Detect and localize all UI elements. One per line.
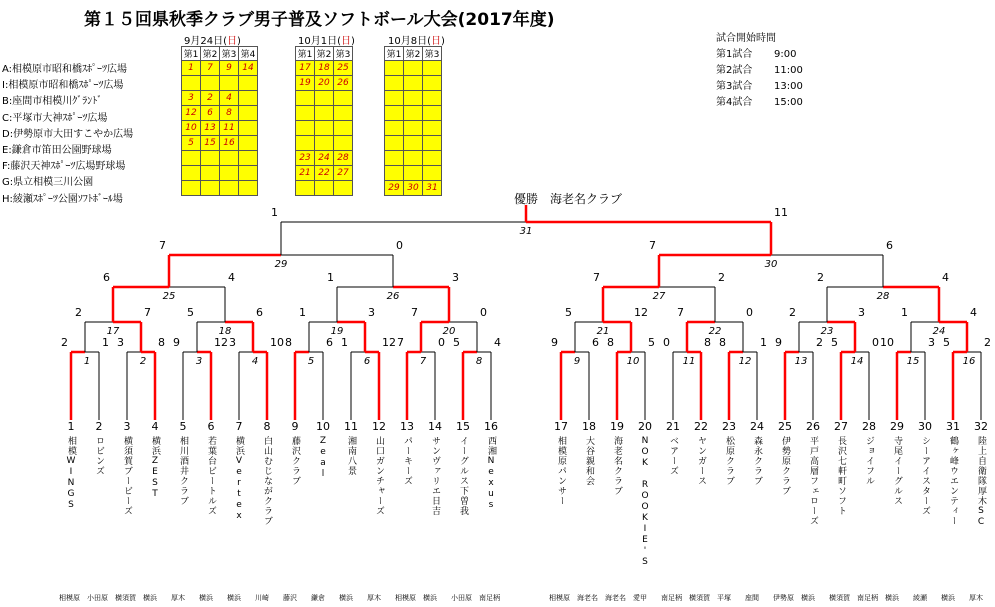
team-number: 12 [372, 420, 386, 433]
schedule-cell: 16 [220, 136, 239, 151]
score-label: 1 [271, 206, 278, 219]
team-city: 横浜 [143, 594, 157, 602]
schedule-cell: 26 [334, 76, 353, 91]
schedule-cell: 11 [220, 121, 239, 136]
team-city: 綾瀬 [913, 594, 927, 602]
start-times-title: 試合開始時間 [716, 33, 776, 44]
team-number: 26 [806, 420, 820, 433]
match-number: 11 [682, 356, 696, 367]
score-label: 0 [396, 239, 403, 252]
venue-item: G:県立相模三川公園 [2, 177, 94, 189]
team-number: 22 [694, 420, 708, 433]
team-number: 28 [862, 420, 876, 433]
schedule-header: 第3 [423, 47, 442, 61]
team-number: 25 [778, 420, 792, 433]
schedule-cell: 22 [315, 166, 334, 181]
team-city: 座間 [745, 594, 759, 602]
score-label: 9 [775, 336, 782, 349]
team-name: 横須賀ブービーズ [122, 436, 132, 516]
schedule-cell: 5 [182, 136, 201, 151]
score-label: 2 [817, 271, 824, 284]
match-number: 21 [596, 326, 610, 337]
match-number: 5 [307, 356, 315, 367]
match-number: 14 [850, 356, 864, 367]
team-name: 山口ガンチャーズ [374, 436, 384, 516]
score-label: 2 [789, 306, 796, 319]
score-label: 0 [663, 336, 670, 349]
date-text: 9月24日( [184, 36, 227, 47]
match-number: 31 [519, 226, 533, 237]
schedule-cell: 18 [315, 61, 334, 76]
team-name: NOK ROOKIE'S [640, 436, 650, 568]
team-number: 17 [554, 420, 568, 433]
match-number: 30 [764, 259, 778, 270]
team-city: 厚木 [969, 594, 983, 602]
team-number: 16 [484, 420, 498, 433]
team-city: 海老名 [577, 594, 598, 602]
score-label: 8 [704, 336, 711, 349]
score-label: 3 [117, 336, 124, 349]
team-city: 鎌倉 [311, 594, 325, 602]
score-label: 7 [411, 306, 418, 319]
schedule-header: 第1 [296, 47, 315, 61]
team-number: 14 [428, 420, 442, 433]
match-number: 8 [475, 356, 483, 367]
score-label: 5 [648, 336, 655, 349]
venue-item: E:鎌倉市笛田公園野球場 [2, 145, 112, 157]
schedule-cell: 12 [182, 106, 201, 121]
schedule-header: 第4 [239, 47, 258, 61]
team-number: 31 [946, 420, 960, 433]
score-label: 7 [677, 306, 684, 319]
team-number: 24 [750, 420, 764, 433]
match-number: 17 [106, 326, 120, 337]
score-label: 2 [75, 306, 82, 319]
team-city: 横浜 [199, 594, 213, 602]
team-name: 伊勢原クラブ [780, 436, 790, 496]
team-city: 伊勢原 [773, 594, 794, 602]
team-number: 4 [151, 420, 159, 433]
day-of-week: 日 [227, 36, 237, 47]
score-label: 2 [984, 336, 991, 349]
team-name: ベアーズ [668, 436, 678, 476]
date-text: 10月8日( [388, 36, 431, 47]
score-label: 12 [634, 306, 648, 319]
score-label: 3 [229, 336, 236, 349]
team-name: 相模WINGS [66, 436, 76, 511]
schedule-header: 第3 [334, 47, 353, 61]
team-name: パーキーズ [402, 436, 412, 486]
score-label: 12 [382, 336, 396, 349]
score-label: 1 [327, 271, 334, 284]
score-label: 1 [760, 336, 767, 349]
date-text-close: ) [237, 36, 241, 47]
score-label: 5 [565, 306, 572, 319]
match-number: 20 [442, 326, 456, 337]
team-name: 寺尾イーグルス [892, 436, 902, 506]
schedule-header: 第2 [201, 47, 220, 61]
schedule-cell: 9 [220, 61, 239, 76]
score-label: 5 [187, 306, 194, 319]
team-city: 藤沢 [283, 594, 297, 602]
match-number: 4 [251, 356, 259, 367]
schedule-cell: 30 [404, 181, 423, 196]
venue-item: B:座間市相模川ｸﾞﾗﾝﾄﾞ [2, 96, 103, 108]
venue-item: D:伊勢原市大田すこやか広場 [2, 128, 134, 140]
score-label: 1 [299, 306, 306, 319]
start-time-value: 15:00 [774, 97, 803, 108]
score-label: 0 [746, 306, 753, 319]
winner-team: 海老名クラブ [550, 192, 623, 206]
venue-item: H:綾瀬ｽﾎﾟｰﾂ公園ｿﾌﾄﾎﾞｰﾙ場 [2, 193, 123, 205]
schedule-cell: 29 [385, 181, 404, 196]
team-number: 6 [207, 420, 215, 433]
score-label: 8 [285, 336, 292, 349]
match-number: 12 [738, 356, 752, 367]
team-city: 横浜 [339, 594, 353, 602]
schedule-cell: 28 [334, 151, 353, 166]
schedule-header: 第1 [385, 47, 404, 61]
team-city: 横須賀 [689, 594, 710, 602]
match-number: 16 [962, 356, 976, 367]
team-number: 11 [344, 420, 358, 433]
team-name: 西湘Nexus [486, 436, 496, 511]
team-number: 27 [834, 420, 848, 433]
team-name: Zeal [318, 436, 328, 480]
score-label: 6 [326, 336, 333, 349]
team-name: 松原クラブ [724, 436, 734, 486]
schedule-header: 第2 [315, 47, 334, 61]
team-city: 小田原 [87, 594, 108, 602]
score-label: 2 [816, 336, 823, 349]
team-city: 厚木 [171, 594, 185, 602]
score-label: 8 [719, 336, 726, 349]
score-label: 8 [607, 336, 614, 349]
team-name: 鶴ヶ峰ウエンティー [948, 436, 958, 526]
team-name: 長沢七軒町ソフト [836, 436, 846, 516]
winner-title: 優勝 [514, 192, 539, 206]
start-time-label: 第2試合 [716, 65, 753, 76]
team-name: 若葉台ビートルズ [206, 436, 216, 516]
score-label: 6 [592, 336, 599, 349]
team-city: 横浜 [885, 594, 899, 602]
team-name: 湘南八景 [346, 436, 356, 476]
date-text-close: ) [351, 36, 355, 47]
score-label: 7 [159, 239, 166, 252]
schedule-cell: 14 [239, 61, 258, 76]
team-city: 川崎 [255, 594, 269, 602]
schedule-header: 第3 [220, 47, 239, 61]
team-city: 南足柄 [479, 594, 500, 602]
team-number: 10 [316, 420, 330, 433]
schedule-cell: 24 [315, 151, 334, 166]
score-label: 4 [228, 271, 235, 284]
team-city: 横浜 [941, 594, 955, 602]
team-name: 森永クラブ [752, 436, 762, 486]
score-label: 3 [928, 336, 935, 349]
score-label: 8 [158, 336, 165, 349]
schedule-cell: 23 [296, 151, 315, 166]
schedule-header: 第1 [182, 47, 201, 61]
match-number: 27 [652, 291, 666, 302]
score-label: 9 [173, 336, 180, 349]
venue-item: C:平塚市大神ｽﾎﾟｰﾂ広場 [2, 112, 108, 124]
match-number: 25 [162, 291, 176, 302]
match-number: 9 [573, 356, 581, 367]
schedule-cell: 13 [201, 121, 220, 136]
score-label: 9 [551, 336, 558, 349]
match-number: 28 [876, 291, 890, 302]
score-label: 3 [368, 306, 375, 319]
score-label: 4 [494, 336, 501, 349]
venue-item: A:相模原市昭和橋ｽﾎﾟｰﾂ広場 [2, 64, 128, 75]
team-number: 9 [291, 420, 299, 433]
score-label: 10 [880, 336, 894, 349]
start-time-value: 13:00 [774, 81, 803, 92]
team-city: 横須賀 [829, 594, 850, 602]
score-label: 1 [341, 336, 348, 349]
match-number: 13 [794, 356, 808, 367]
score-label: 10 [270, 336, 284, 349]
start-time-label: 第4試合 [716, 97, 753, 108]
schedule-cell: 10 [182, 121, 201, 136]
team-name: ヤンガース [696, 436, 706, 486]
schedule-cell: 1 [182, 61, 201, 76]
team-name: 相川酒井クラブ [178, 436, 188, 506]
team-number: 20 [638, 420, 652, 433]
match-number: 7 [419, 356, 427, 367]
team-name: シーアイスターズ [920, 436, 930, 516]
schedule-cell: 6 [201, 106, 220, 121]
match-number: 26 [386, 291, 400, 302]
team-number: 13 [400, 420, 414, 433]
score-label: 12 [214, 336, 228, 349]
team-city: 海老名 [605, 594, 626, 602]
schedule-cell: 7 [201, 61, 220, 76]
schedule-cell: 20 [315, 76, 334, 91]
team-name: ロビンズ [94, 436, 104, 476]
score-label: 6 [103, 271, 110, 284]
score-label: 0 [438, 336, 445, 349]
team-city: 横浜 [227, 594, 241, 602]
team-city: 横浜 [801, 594, 815, 602]
score-label: 3 [452, 271, 459, 284]
team-number: 3 [123, 420, 131, 433]
team-name: 横浜Vertex [234, 436, 244, 522]
team-name: 藤沢クラブ [290, 436, 300, 486]
score-label: 7 [397, 336, 404, 349]
score-label: 2 [718, 271, 725, 284]
schedule-cell: 8 [220, 106, 239, 121]
schedule-cell: 31 [423, 181, 442, 196]
match-number: 19 [330, 326, 344, 337]
team-number: 2 [95, 420, 103, 433]
team-number: 7 [235, 420, 243, 433]
team-number: 19 [610, 420, 624, 433]
team-name: サンヴァリエ日吉 [430, 436, 440, 516]
start-time-value: 9:00 [774, 49, 797, 60]
schedule-cell: 27 [334, 166, 353, 181]
score-label: 0 [872, 336, 879, 349]
team-name: ジョイフル [864, 436, 874, 486]
team-city: 相模原 [549, 594, 570, 602]
date-text: 10月1日( [298, 36, 341, 47]
match-number: 3 [195, 356, 203, 367]
venue-item: I:相模原市昭和橋ｽﾎﾟｰﾂ広場 [2, 80, 124, 92]
score-label: 6 [886, 239, 893, 252]
team-number: 21 [666, 420, 680, 433]
team-city: 小田原 [451, 594, 472, 602]
schedule-header: 第2 [404, 47, 423, 61]
schedule-cell: 25 [334, 61, 353, 76]
score-label: 5 [453, 336, 460, 349]
score-label: 6 [256, 306, 263, 319]
score-label: 11 [774, 206, 788, 219]
team-city: 厚木 [367, 594, 381, 602]
score-label: 7 [144, 306, 151, 319]
team-name: 白山むじながクラブ [262, 436, 272, 526]
team-number: 15 [456, 420, 470, 433]
score-label: 1 [901, 306, 908, 319]
team-city: 相模原 [59, 594, 80, 602]
team-name: 大谷親和会 [584, 436, 594, 486]
score-label: 4 [970, 306, 977, 319]
score-label: 5 [831, 336, 838, 349]
schedule-cell: 3 [182, 91, 201, 106]
match-number: 2 [139, 356, 147, 367]
score-label: 5 [943, 336, 950, 349]
schedule-cell: 19 [296, 76, 315, 91]
team-city: 南足柄 [661, 594, 682, 602]
team-name: 陸上自衛隊厚木SC [976, 436, 986, 528]
team-number: 32 [974, 420, 988, 433]
team-number: 1 [67, 420, 75, 433]
score-label: 0 [480, 306, 487, 319]
start-time-label: 第1試合 [716, 49, 753, 60]
team-city: 横浜 [423, 594, 437, 602]
score-label: 1 [102, 336, 109, 349]
score-label: 2 [61, 336, 68, 349]
team-name: 海老名クラブ [612, 436, 622, 496]
date-text-close: ) [441, 36, 445, 47]
team-number: 30 [918, 420, 932, 433]
match-number: 18 [218, 326, 232, 337]
score-label: 7 [593, 271, 600, 284]
team-city: 横須賀 [115, 594, 136, 602]
match-number: 6 [363, 356, 371, 367]
team-city: 相模原 [395, 594, 416, 602]
score-label: 3 [858, 306, 865, 319]
page-title: 第１５回県秋季クラブ男子普及ソフトボール大会(2017年度) [84, 10, 555, 30]
schedule-cell: 17 [296, 61, 315, 76]
day-of-week: 日 [431, 36, 441, 47]
start-time-value: 11:00 [774, 65, 803, 76]
day-of-week: 日 [341, 36, 351, 47]
team-city: 愛甲 [633, 594, 647, 602]
team-name: 横浜ZEST [150, 436, 160, 500]
score-label: 7 [649, 239, 656, 252]
team-city: 平塚 [717, 594, 731, 602]
match-number: 15 [906, 356, 920, 367]
score-label: 4 [942, 271, 949, 284]
match-number: 24 [932, 326, 946, 337]
venue-item: F:藤沢天神ｽﾎﾟｰﾂ広場野球場 [2, 161, 126, 173]
match-number: 22 [708, 326, 722, 337]
team-number: 18 [582, 420, 596, 433]
start-time-label: 第3試合 [716, 81, 753, 92]
match-number: 29 [274, 259, 288, 270]
schedule-cell: 4 [220, 91, 239, 106]
team-name: 相模原パンサー [556, 436, 566, 506]
match-number: 23 [820, 326, 834, 337]
team-number: 5 [179, 420, 187, 433]
match-number: 1 [83, 356, 91, 367]
team-number: 8 [263, 420, 271, 433]
schedule-cell: 2 [201, 91, 220, 106]
team-name: 平戸高層フェローズ [808, 436, 818, 526]
team-number: 23 [722, 420, 736, 433]
team-name: イーグルス下曽我 [458, 436, 468, 516]
schedule-cell: 21 [296, 166, 315, 181]
match-number: 10 [626, 356, 640, 367]
schedule-cell: 15 [201, 136, 220, 151]
team-city: 南足柄 [857, 594, 878, 602]
team-number: 29 [890, 420, 904, 433]
